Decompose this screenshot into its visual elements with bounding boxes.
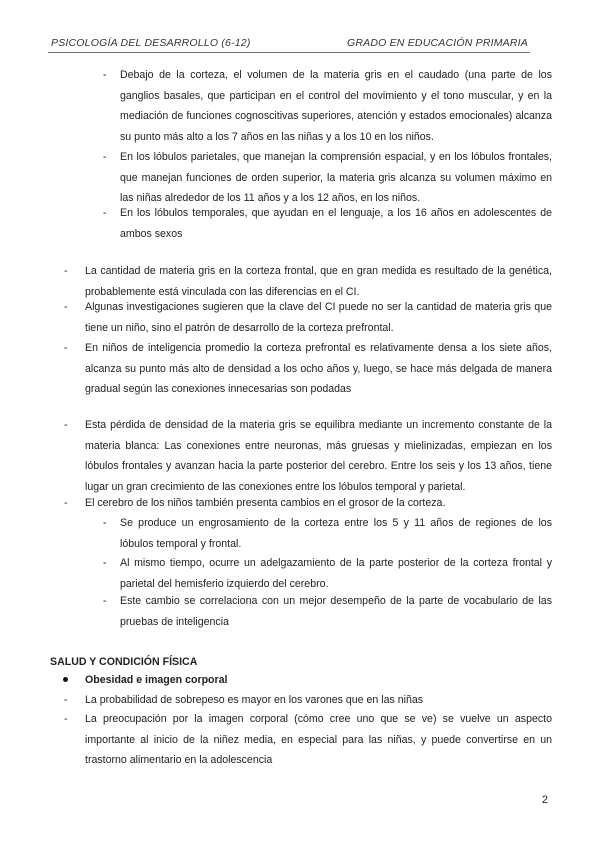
header-degree-title: GRADO EN EDUCACIÓN PRIMARIA: [346, 37, 528, 49]
list-dash: -: [103, 517, 107, 529]
list-item: Al mismo tiempo, ocurre un adelgazamiento de la parte posterior de la corteza frontal y parietal del hemisferio izquierdo del cerebro.: [120, 557, 552, 590]
list-dash: -: [64, 301, 68, 313]
list-dash: -: [103, 69, 107, 81]
list-item: La preocupación por la imagen corporal (cómo cree uno que se ve) se vuelve un aspecto importante al inicio de la niñez media, en especial para las niñas, y puede convertirse en un trastorno alimentario en la adolescencia: [85, 713, 552, 767]
list-dash: -: [64, 265, 68, 277]
list-dash: -: [64, 694, 68, 706]
list-item: Debajo de la corteza, el volumen de la materia gris en el caudado (una parte de los ganglios basales, que participan en el control del movimiento y el tono muscular, y en la mediación de funciones cognoscitivas superiores, atención y estados emocionales) alcanza su punto más alto a los 7 años en las niñas y a los 10 en los niños.: [120, 69, 552, 143]
list-item: En niños de inteligencia promedio la corteza prefrontal es relativamente densa a los siete años, alcanza su punto más alto de densidad a los ocho años y, luego, se hace más delgada de manera gradual según las conexiones innecesarias son podadas: [85, 342, 552, 396]
list-item: Este cambio se correlaciona con un mejor desempeño de la parte de vocabulario de las pruebas de inteligencia: [120, 595, 552, 628]
list-dash: -: [64, 713, 68, 725]
list-item: Esta pérdida de densidad de la materia gris se equilibra mediante un incremento constante de la materia blanca: Las conexiones entre neuronas, más gruesas y mielinizadas, empiezan en los lóbulos frontales y avanzan hacia la parte posterior del cerebro. Entre los seis y los 13 años, tiene lugar un gran crecimiento de las conexiones entre los lóbulos temporal y parietal.: [85, 419, 552, 493]
list-dash: -: [64, 342, 68, 354]
list-item: En los lóbulos temporales, que ayudan en el lenguaje, a los 16 años en adolescentes de ambos sexos: [120, 207, 552, 240]
list-dash: -: [64, 497, 68, 509]
list-item: Se produce un engrosamiento de la corteza entre los 5 y 11 años de regiones de los lóbulos temporal y frontal.: [120, 517, 552, 550]
list-item: Algunas investigaciones sugieren que la clave del CI puede no ser la cantidad de materia gris que tiene un niño, sino el patrón de desarrollo de la corteza prefrontal.: [85, 301, 552, 334]
list-dash: -: [103, 151, 107, 163]
list-dash: -: [64, 419, 68, 431]
header-course-title: PSICOLOGÍA DEL DESARROLLO (6-12): [51, 37, 251, 49]
page-number: 2: [541, 794, 548, 806]
section-heading: SALUD Y CONDICIÓN FÍSICA: [50, 656, 198, 668]
header-divider: [48, 52, 530, 53]
list-item: La cantidad de materia gris en la corteza frontal, que en gran medida es resultado de la genética, probablemente está vinculada con las diferencias en el CI.: [85, 265, 552, 298]
list-item: La probabilidad de sobrepeso es mayor en los varones que en las niñas: [85, 694, 424, 706]
list-dash: -: [103, 557, 107, 569]
section-subheading: Obesidad e imagen corporal: [85, 674, 228, 686]
bullet-icon: [63, 677, 68, 682]
list-item: En los lóbulos parietales, que manejan la comprensión espacial, y en los lóbulos frontales, que manejan funciones de orden superior, la materia gris alcanza su volumen máximo en las niñas alrededor de los 11 años y a los 12 años, en los niños.: [120, 151, 552, 205]
list-dash: -: [103, 595, 107, 607]
list-item: El cerebro de los niños también presenta cambios en el grosor de la corteza.: [85, 497, 446, 509]
list-dash: -: [103, 207, 107, 219]
